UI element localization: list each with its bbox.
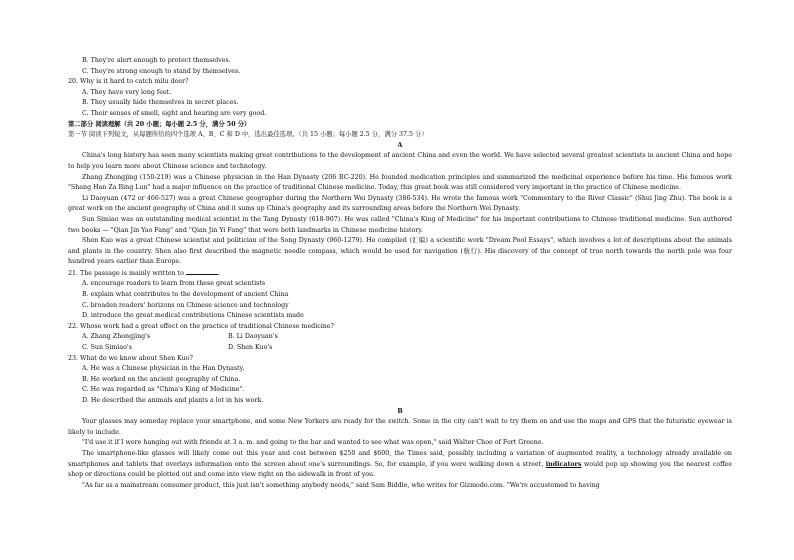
q22-stem: 22. Whose work had a great effect on the practice of traditional Chinese medicine? [68, 322, 334, 330]
passage-b-paragraph-4: "As far as a mainstream consumer product, this just isn't something anybody needs," said Sam Biddle, who writes for Gizmodo.com. "We're accustomed to having [82, 481, 600, 489]
q20-option-c: C. Their senses of smell, sight and hearing are very good. [82, 109, 267, 117]
q21-stem-end: . [217, 269, 220, 277]
passage-b-paragraph-2: "I'd use it if I were hanging out with friends at 3 a. m. and going to the bar and wanted to see what was open," said Walter Choo of Fort Greene. [82, 439, 544, 447]
passage-a-paragraph-1: China's long history has seen many scientists making great contributions to the development of ancient China and even the world. We have selected several greatest scientists in ancient China and hope to help you learn more about Chinese science and technology. [68, 152, 732, 170]
q20-option-b: B. They usually hide themselves in secret places. [82, 99, 239, 107]
q22-option-c: C. Sun Simiao's [82, 344, 132, 352]
q21-option-a: A. encourage readers to learn from these great scientists [82, 280, 266, 288]
answer-blank [186, 268, 218, 275]
q19-option-c: C. They're strong enough to stand by themselves. [82, 67, 241, 75]
passage-a-paragraph-2: Zhang Zhongjing (150-219) was a Chinese physician in the Han Dynasty (206 BC-220). He founded medication principles and summarized the medicinal experience before his time. His famous work "Shang Han Za Bing Lun" had a major influence on the practice of traditional Chinese medicine. Today, this great book was still considered very important in the practice of Chinese medicine. [68, 173, 732, 192]
passage-b-label: B [397, 407, 403, 415]
q23-option-d: D. He described the animals and plants a lot in his work. [82, 397, 264, 404]
q20-option-a: A. They have very long feet. [82, 88, 172, 96]
passage-b-paragraph-3-end: would pop up showing you the nearest coffee shop or directions could be plotted out and come into view right on the sidewalk in front of you. [68, 460, 732, 479]
q23-option-a: A. He was a Chinese physician in the Han Dynasty. [82, 365, 245, 373]
passage-a-paragraph-5: Shen Kuo was a great Chinese scientist and politician of the Song Dynasty (960-1279). He compiled (汇编) a scientific work "Dream Pool Essays", which involves a lot of descriptions about the animals and plants in the country. Shen also first described the magnetic needle compass, which would be used for navigation (航行). His discovery of the concept of true north towards the north pole was four hundred years earlier than Europe. [68, 237, 732, 266]
q21-option-b: B. explain what contributes to the development of ancient China [82, 291, 289, 299]
passage-b-paragraph-3 [68, 449, 732, 481]
exam-page [68, 56, 732, 491]
q21-option-c: C. broaden readers' horizons on Chinese science and technology [82, 301, 289, 309]
q22-option-b: B. Li Daoyuan's [228, 333, 278, 341]
q22-options-row-2 [68, 343, 732, 354]
passage-a-paragraph-3: Li Daoyuan (472 or 466-527) was a great Chinese geographer during the Northern Wei Dynasty (386-534). He wrote the famous work "Commentary to the River Classic" (Shui Jing Zhu). The book is a great work on the ancient geography of China and it sums up China's geography and its surrounding areas before the Northern Wei Dynasty. [68, 194, 732, 213]
q22-option-a: A. Zhang Zhongjing's [82, 333, 151, 341]
passage-a-label: A [397, 141, 403, 149]
q21-stem-text: 21. The passage is mainly written to [68, 269, 184, 277]
q20-stem: 20. Why is it hard to catch milu deer? [68, 78, 189, 86]
section1-heading: 第一节 阅读下列短文，从每题所给的四个选项 A、B、C 和 D 中，选出最佳选项。（共 15 小题；每小题 2.5 分，满分 37.5 分） [68, 131, 428, 139]
part2-heading: 第二部分 阅读理解（共 20 小题；每小题 2.5 分，满分 50 分） [68, 120, 251, 128]
q22-option-d: D. Shen Kuo's [228, 344, 273, 352]
passage-b-paragraph-1: Your glasses may someday replace your smartphone, and some New Yorkers are ready for the switch. Some in the city can't wait to try them on and use the maps and GPS that the futuristic eyewear is likely to include. [68, 418, 732, 436]
q23-option-b: B. He worked on the ancient geography of China. [82, 375, 241, 383]
q22-options-row-1 [68, 332, 732, 343]
underlined-keyword: indicators [545, 460, 582, 468]
q23-stem: 23. What do we know about Shen Kuo? [68, 354, 193, 362]
passage-b-paragraph-3-start: The smartphone-like glasses will likely come out this year and cost between $250 and $600, the Times said, possibly including a variation of augmented reality, a technology already available on smartphones and tablets that overlays information onto the screen about one's surroundings. So, for example, if you were walking down a street, [68, 449, 732, 468]
q21-option-d: D. introduce the great medical contributions Chinese scientists made [82, 312, 304, 320]
q23-option-c: C. He was regarded as "China's King of Medicine". [82, 386, 245, 394]
q21-stem [68, 268, 732, 280]
passage-a-paragraph-4: Sun Simiao was an outstanding medical scientist in the Tang Dynasty (618-907). He was called "China's King of Medicine" for his important contributions to Chinese traditional medicine. Sun authored two books — "Qian Jin Yao Fang" and "Qian Jin Yi Fang" that were both landmarks in Chinese medicine history. [68, 215, 732, 234]
q19-option-b: B. They're alert enough to protect themselves. [82, 57, 231, 64]
